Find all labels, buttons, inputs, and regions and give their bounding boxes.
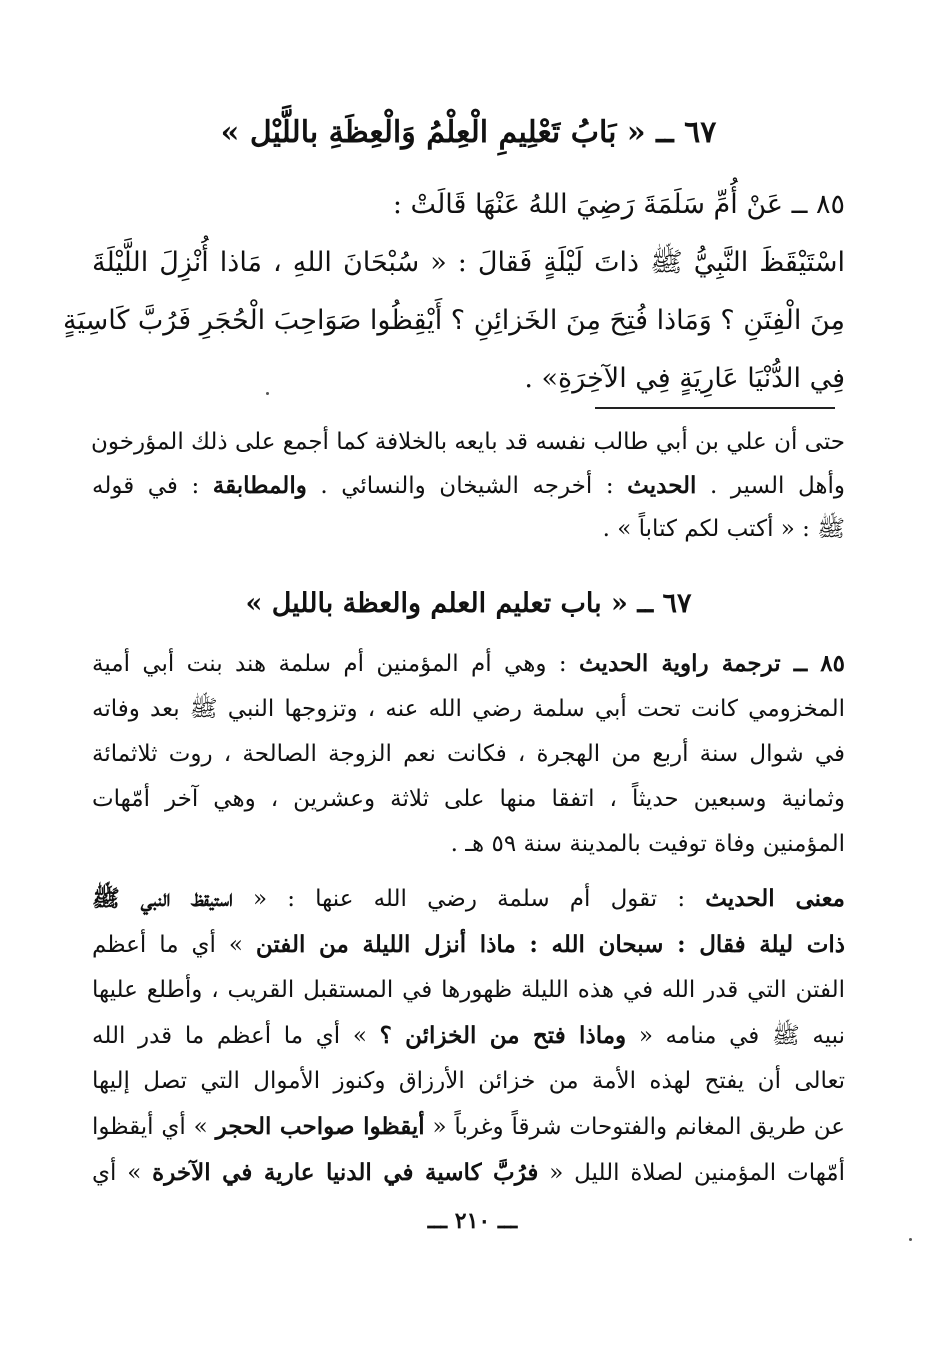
hadith-line: فِي الدُّنْيَا عَارِيَةٍ فِي الآخِرَةِ» . [524,363,845,394]
scan-speck [266,392,269,395]
bio-line: وثمانية وسبعين حديثاً ، اتفقا منها على ثلاثة وعشرين ، وهي آخر أمّهات [92,786,845,812]
hadith-line: مِنَ الْفِتَنِ ؟ وَمَاذا فُتِحَ مِنَ الخَزائِنِ ؟ أَيْقِظُوا صَوَاحِبَ الْحُجَرِ فَرُبَّ كَاسِيَةٍ [62,305,845,336]
bio-line: ٨٥ ــ ترجمة راوية الحديث : وهي أم المؤمنين أم سلمة هند بنت أبي أمية [92,650,845,677]
meaning-line: الفتن التي قدر الله في هذه الليلة ظهورها في المستقبل القريب ، وأطلع عليها [92,977,845,1003]
footnote-separator [595,407,835,409]
hadith-text [62,176,845,408]
meaning-line: نبيه ﷺ في منامه « وماذا فتح من الخزائن ؟ » أي ما أعظم ما قدر الله [92,1022,846,1049]
note-line: حتى أن علي بن أبي طالب نفسه قد بايعه بالخلافة كما أجمع على ذلك المؤرخون [91,429,845,455]
meaning-line: أمّهات المؤمنين لصلاة الليل « فرُبَّ كاسية في الدنيا عارية في الآخرة » أي [92,1159,846,1186]
scan-speck [909,1238,912,1241]
page-number: ـــ ٢١٠ ـــ [427,1208,518,1234]
bio-line: المؤمنين وفاة توفيت بالمدينة سنة ٥٩ هـ . [450,831,845,857]
meaning-line: معنى الحديث : تقول أم سلمة رضي الله عنها : « استيقظ النبي ﷺ [92,885,845,912]
chapter-title-plain: ٦٧ ــ « باب تعليم العلم والعظة بالليل » [245,588,692,619]
hadith-line: ٨٥ ــ عَنْ أُمِّ سَلَمَةَ رَضِيَ اللهُ عَنْهَا قَالَتْ : [392,189,845,220]
narrator-biography [92,641,845,867]
meaning-line: عن طريق المغانم والفتوحات شرقاً وغرباً « أيقظوا صواحب الحجر » أي أيقظوا [92,1113,846,1140]
meaning-line: ذات ليلة فقال : سبحان الله : ماذا أنزل الليلة من الفتن » أي ما أعظم [92,931,846,958]
meaning-line: تعالى أن يفتح لهذه الأمة من خزائن الأرزاق وكنوز الأموال التي تصل إليها [92,1068,845,1094]
note-line: ﷺ : « أكتب لكم كتاباً » . [602,516,845,542]
footnote-continuation [92,421,845,551]
hadith-meaning [92,876,845,1196]
hadith-line: اسْتَيْقَظَ النَّبِيُّ ﷺ ذاتَ لَيْلَةٍ فَقالَ : « سُبْحَانَ اللهِ ، مَاذا أُنْزِلَ اللَّيْلَةَ [92,247,845,278]
note-line: وأهل السير . الحديث : أخرجه الشيخان والنسائي . والمطابقة : في قوله [92,472,845,499]
chapter-title-vocalized: ٦٧ ــ « بَابُ تَعْلِيمِ الْعِلْمُ وَالْعِظَةِ باللَّيْل » [220,115,717,150]
bio-line: المخزومي كانت تحت أبي سلمة رضي الله عنه ، وتزوجها النبي ﷺ بعد وفاته [92,696,845,722]
bio-line: في شوال سنة أربع من الهجرة ، فكانت نعم الزوجة الصالحة ، روت ثلاثمائة [92,741,845,767]
